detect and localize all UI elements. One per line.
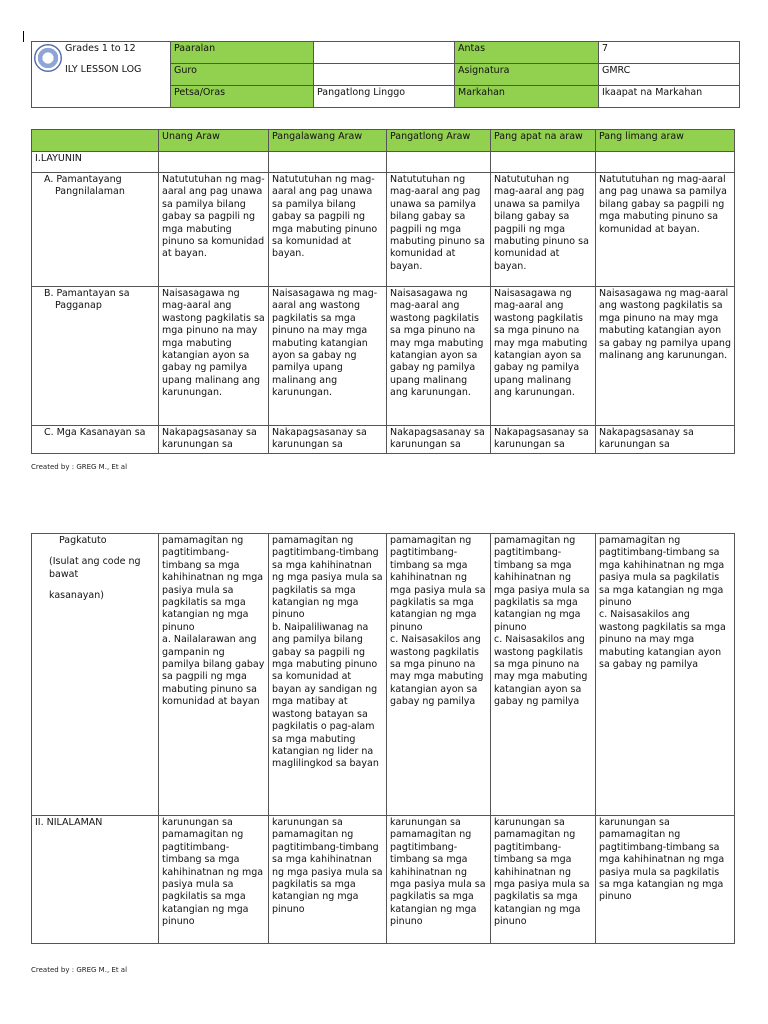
layunin-cell <box>596 152 735 173</box>
nilalaman-row <box>32 816 735 944</box>
day-header-3: Pangatlong Araw <box>387 130 491 152</box>
logo-cell <box>32 42 171 108</box>
row-a-label <box>32 173 159 287</box>
row-a-cell: Natututuhan ng mag-aaral ang pag unawa sa pamilya bilang gabay sa pagpili ng mga mabuting pinuno sa komunidad at bayan. <box>269 173 387 287</box>
lesson-log-title: ILY LESSON LOG <box>65 64 142 75</box>
row-c-cont-cell <box>269 534 387 816</box>
row-c-extra-text: b. Naipaliliwanag na ang pamilya bilang gabay sa pagpili ng mga mabuting pinuno sa komunidad at bayan ay sandigan ng mga matibay at wastong batayan sa pagkilatis o pag-alam sa mga mabuting katangian ng lider na maglilingkod sa bayan <box>272 621 379 770</box>
header-label-markahan: Markahan <box>455 86 599 108</box>
row-c-cont-text: pamamagitan ng pagtitimbang-timbang sa mga kahihinatnan ng mga pasiya mula sa pagkilatis sa mga katangian ng mga pinuno <box>390 535 486 633</box>
page2-footer: Created by : GREG M., Et al <box>31 966 128 974</box>
row-c-cont-text: pamamagitan ng pagtitimbang-timbang sa mga kahihinatnan ng mga pasiya mula sa pagkilatis sa mga katangian ng mga pinuno <box>599 535 725 609</box>
kasanayan-label: kasanayan) <box>49 590 104 602</box>
row-c-cont-cell <box>387 534 491 816</box>
day-header-1: Unang Araw <box>159 130 269 152</box>
row-c-extra-text: c. Naisasakilos ang wastong pagkilatis sa mga pinuno na may mga mabuting katangian ayon sa gabay ng pamilya <box>599 609 726 671</box>
header-label-petsa: Petsa/Oras <box>171 86 314 108</box>
layunin-cell <box>159 152 269 173</box>
row-c-cell: Nakapagsasanay sa karunungan sa <box>269 426 387 454</box>
layunin-row <box>32 152 735 173</box>
row-a-cell: Natututuhan ng mag-aaral ang pag unawa sa pamilya bilang gabay sa pagpili ng mga mabuting pinuno sa komunidad at bayan. <box>596 173 735 287</box>
grades-label: Grades 1 to 12 <box>65 43 136 54</box>
text-cursor <box>23 31 24 42</box>
row-c-cell: Nakapagsasanay sa karunungan sa <box>159 426 269 454</box>
page1-footer: Created by : GREG M., Et al <box>31 463 128 471</box>
row-c-cont-text: pamamagitan ng pagtitimbang-timbang sa mga kahihinatnan ng mga pasiya mula sa pagkilatis sa mga katangian ng mga pinuno <box>494 535 590 633</box>
row-b-label <box>32 287 159 426</box>
row-c-cell: Nakapagsasanay sa karunungan sa <box>596 426 735 454</box>
row-c-cont-text: pamamagitan ng pagtitimbang-timbang sa mga kahihinatnan ng mga pasiya mula sa pagkilatis sa mga katangian ng mga pinuno <box>272 535 383 621</box>
row-a-cell: Natututuhan ng mag-aaral ang pag unawa sa pamilya bilang gabay sa pagpili ng mga mabuting pinuno sa komunidad at bayan. <box>159 173 269 287</box>
row-c-cont-text: pamamagitan ng pagtitimbang-timbang sa mga kahihinatnan ng mga pasiya mula sa pagkilatis sa mga katangian ng mga pinuno <box>162 535 264 633</box>
row-c-cont-cell <box>491 534 596 816</box>
pamantayan-sa-pagganap-row <box>32 287 735 426</box>
header-label-guro: Guro <box>171 64 314 86</box>
nilalaman-cell: karunungan sa pamamagitan ng pagtitimbang-timbang sa mga kahihinatnan ng mga pasiya mula sa pagkilatis sa mga katangian ng mga pinuno <box>159 816 269 944</box>
header-value-markahan[interactable]: Ikaapat na Markahan <box>599 86 740 108</box>
header-label-paaralan: Paaralan <box>171 42 314 64</box>
day-header-2: Pangalawang Araw <box>269 130 387 152</box>
row-b-cell: Naisasagawa ng mag-aaral ang wastong pagkilatis sa mga pinuno na may mga mabuting katangian ayon sa gabay ng pamilya upang malinang ang karunungan. <box>159 287 269 426</box>
layunin-label: I.LAYUNIN <box>32 152 159 173</box>
row-c-cont-cell <box>159 534 269 816</box>
isulat-label: (Isulat ang code ng bawat <box>49 556 141 580</box>
row-c-cell: Nakapagsasanay sa karunungan sa <box>491 426 596 454</box>
row-c-cont-cell <box>596 534 735 816</box>
row-c-extra-text: a. Nailalarawan ang gampanin ng pamilya bilang gabay sa pagpili ng mga mabuting pinuno sa komunidad at bayan <box>162 634 265 708</box>
row-b-cell: Naisasagawa ng mag-aaral ang wastong pagkilatis sa mga pinuno na may mga mabuting katangian ayon sa gabay ng pamilya upang malinang ang karunungan. <box>491 287 596 426</box>
row-b-cell: Naisasagawa ng mag-aaral ang wastong pagkilatis sa mga pinuno na may mga mabuting katangian ayon sa gabay ng pamilya upang malinang ang karunungan. <box>387 287 491 426</box>
day-header-5: Pang limang araw <box>596 130 735 152</box>
row-c-cell: Nakapagsasanay sa karunungan sa <box>387 426 491 454</box>
nilalaman-cell: karunungan sa pamamagitan ng pagtitimbang-timbang sa mga kahihinatnan ng mga pasiya mula sa pagkilatis sa mga katangian ng mga pinuno <box>387 816 491 944</box>
row-a-cell: Natututuhan ng mag-aaral ang pag unawa sa pamilya bilang gabay sa pagpili ng mga mabuting pinuno sa komunidad at bayan. <box>491 173 596 287</box>
layunin-cell <box>491 152 596 173</box>
header-value-asignatura[interactable]: GMRC <box>599 64 740 86</box>
nilalaman-label: II. NILALAMAN <box>32 816 159 944</box>
nilalaman-cell: karunungan sa pamamagitan ng pagtitimbang-timbang sa mga kahihinatnan ng mga pasiya mula sa pagkilatis sa mga katangian ng mga pinuno <box>491 816 596 944</box>
lesson-table-page2 <box>31 533 735 944</box>
row-a-cell: Natututuhan ng mag-aaral ang pag unawa sa pamilya bilang gabay sa pagpili ng mga mabuting pinuno sa komunidad at bayan. <box>387 173 491 287</box>
row-c-extra-text: c. Naisasakilos ang wastong pagkilatis sa mga pinuno na may mga mabuting katangian ayon sa gabay ng pamilya <box>494 634 588 708</box>
pamantayang-pangnilalaman-row <box>32 173 735 287</box>
days-header-blank <box>32 130 159 152</box>
row-c-cont-label <box>32 534 159 816</box>
kasanayan-row-start <box>32 426 735 454</box>
nilalaman-cell: karunungan sa pamamagitan ng pagtitimbang-timbang sa mga kahihinatnan ng mga pasiya mula sa pagkilatis sa mga katangian ng mga pinuno <box>596 816 735 944</box>
header-label-asignatura: Asignatura <box>455 64 599 86</box>
nilalaman-cell: karunungan sa pamamagitan ng pagtitimbang-timbang sa mga kahihinatnan ng mga pasiya mula sa pagkilatis sa mga katangian ng mga pinuno <box>269 816 387 944</box>
pagkatuto-label: Pagkatuto <box>59 535 107 546</box>
days-header-row <box>32 130 735 152</box>
row-c-extra-text: c. Naisasakilos ang wastong pagkilatis sa mga pinuno na may mga mabuting katangian ayon sa gabay ng pamilya <box>390 634 484 708</box>
row-c-label <box>32 426 159 454</box>
day-header-4: Pang apat na araw <box>491 130 596 152</box>
row-b-cell: Naisasagawa ng mag-aaral ang wastong pagkilatis sa mga pinuno na may mga mabuting katangian ayon sa gabay ng pamilya upang malinang ang karunungan. <box>269 287 387 426</box>
header-value-paaralan[interactable] <box>314 42 455 64</box>
row-c-label-text: C. Mga Kasanayan sa <box>44 427 146 438</box>
layunin-cell <box>387 152 491 173</box>
kasanayan-row-cont <box>32 534 735 816</box>
row-b-cell: Naisasagawa ng mag-aaral ang wastong pagkilatis sa mga pinuno na may mga mabuting katangian ayon sa gabay ng pamilya upang malinang ang karunungan. <box>596 287 735 426</box>
header-value-antas[interactable]: 7 <box>599 42 740 64</box>
row-a-label-text: A. Pamantayang Pangnilalaman <box>44 174 125 198</box>
header-label-antas: Antas <box>455 42 599 64</box>
header-value-petsa[interactable]: Pangatlong Linggo <box>314 86 455 108</box>
header-value-guro[interactable] <box>314 64 455 86</box>
header-table <box>31 41 740 108</box>
lesson-table-page1 <box>31 129 735 454</box>
deped-seal-icon <box>34 44 62 72</box>
row-b-label-text: B. Pamantayan sa Pagganap <box>44 288 130 312</box>
layunin-cell <box>269 152 387 173</box>
